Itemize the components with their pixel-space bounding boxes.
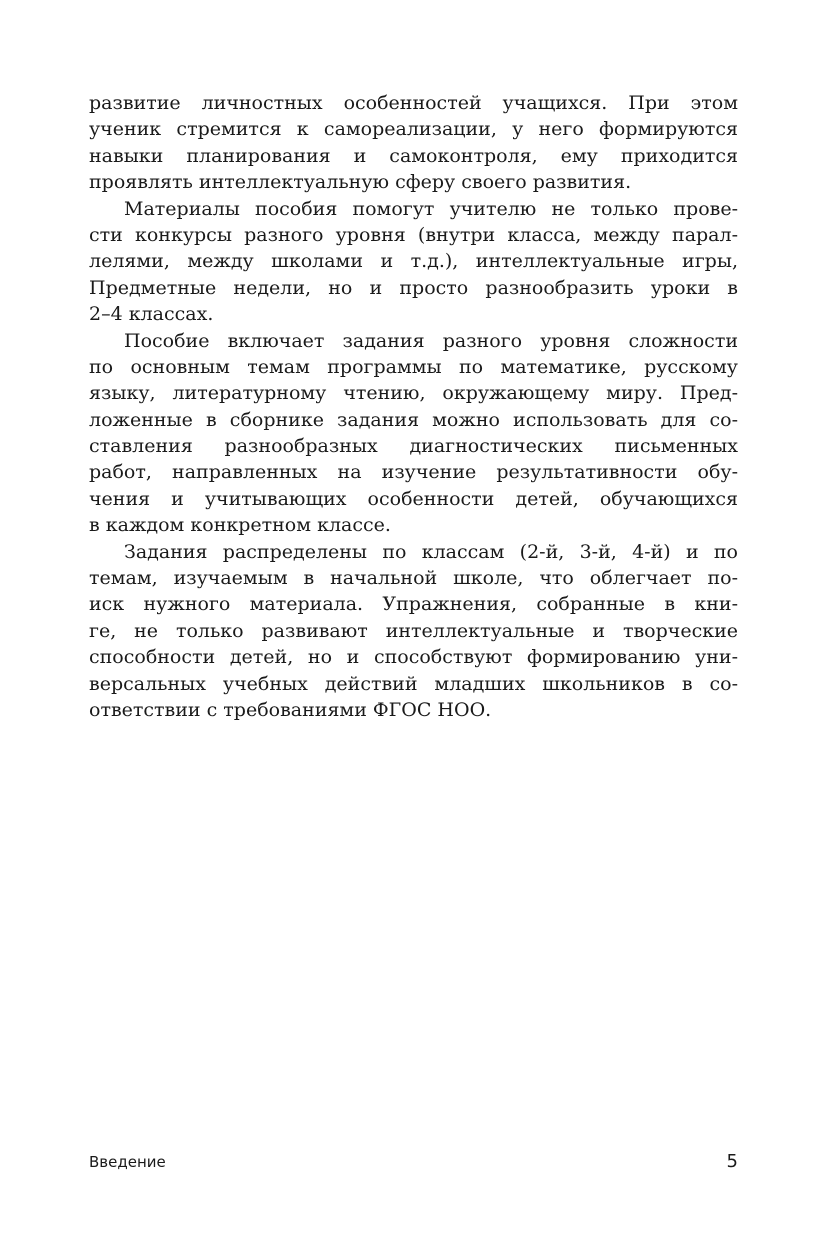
- text-line: по основным темам программы по математике, русскому: [89, 355, 738, 378]
- text-line: работ, направленных на изучение результативности обу-: [89, 461, 738, 484]
- text-line: Материалы пособия помогут учителю не только прове-: [124, 197, 738, 220]
- body-text: [89, 90, 738, 723]
- text-line: ответствии с требованиями ФГОС НОО.: [89, 698, 492, 721]
- text-line: Пособие включает задания разного уровня сложности: [124, 329, 738, 352]
- text-line: способности детей, но и способствуют формированию уни-: [89, 646, 738, 669]
- paragraph-4: [89, 539, 738, 724]
- text-line: Задания распределены по классам (2-й, 3-й, 4-й) и по: [124, 540, 738, 563]
- text-line: Предметные недели, но и просто разнообразить уроки в: [89, 276, 738, 299]
- text-line: ставления разнообразных диагностических письменных: [89, 435, 738, 458]
- text-line: темам, изучаемым в начальной школе, что облегчает по-: [89, 567, 738, 590]
- paragraph-2: [89, 196, 738, 328]
- text-line: развитие личностных особенностей учащихся. При этом: [89, 92, 738, 114]
- text-line: навыки планирования и самоконтроля, ему приходится: [89, 144, 738, 167]
- text-line: сти конкурсы разного уровня (внутри класса, между парал-: [89, 223, 738, 246]
- text-line: языку, литературному чтению, окружающему миру. Пред-: [89, 382, 738, 405]
- text-line: иск нужного материала. Упражнения, собранные в кни-: [89, 593, 738, 616]
- text-line: лелями, между школами и т.д.), интеллектуальные игры,: [89, 250, 738, 273]
- running-footer-section: Введение: [89, 1153, 166, 1171]
- paragraph-1: [89, 90, 738, 196]
- text-line: 2–4 классах.: [89, 303, 214, 326]
- text-line: версальных учебных действий младших школьников в со-: [89, 672, 738, 695]
- text-line: ученик стремится к самореализации, у него формируются: [89, 118, 738, 141]
- text-line: в каждом конкретном классе.: [89, 514, 391, 537]
- text-line: чения и учитывающих особенности детей, обучающихся: [89, 487, 738, 510]
- page-number: 5: [726, 1151, 738, 1172]
- text-line: проявлять интеллектуальную сферу своего развития.: [89, 171, 632, 194]
- text-line: ге, не только развивают интеллектуальные и творческие: [89, 619, 738, 642]
- text-line: ложенные в сборнике задания можно использовать для со-: [89, 408, 738, 431]
- paragraph-3: [89, 328, 738, 539]
